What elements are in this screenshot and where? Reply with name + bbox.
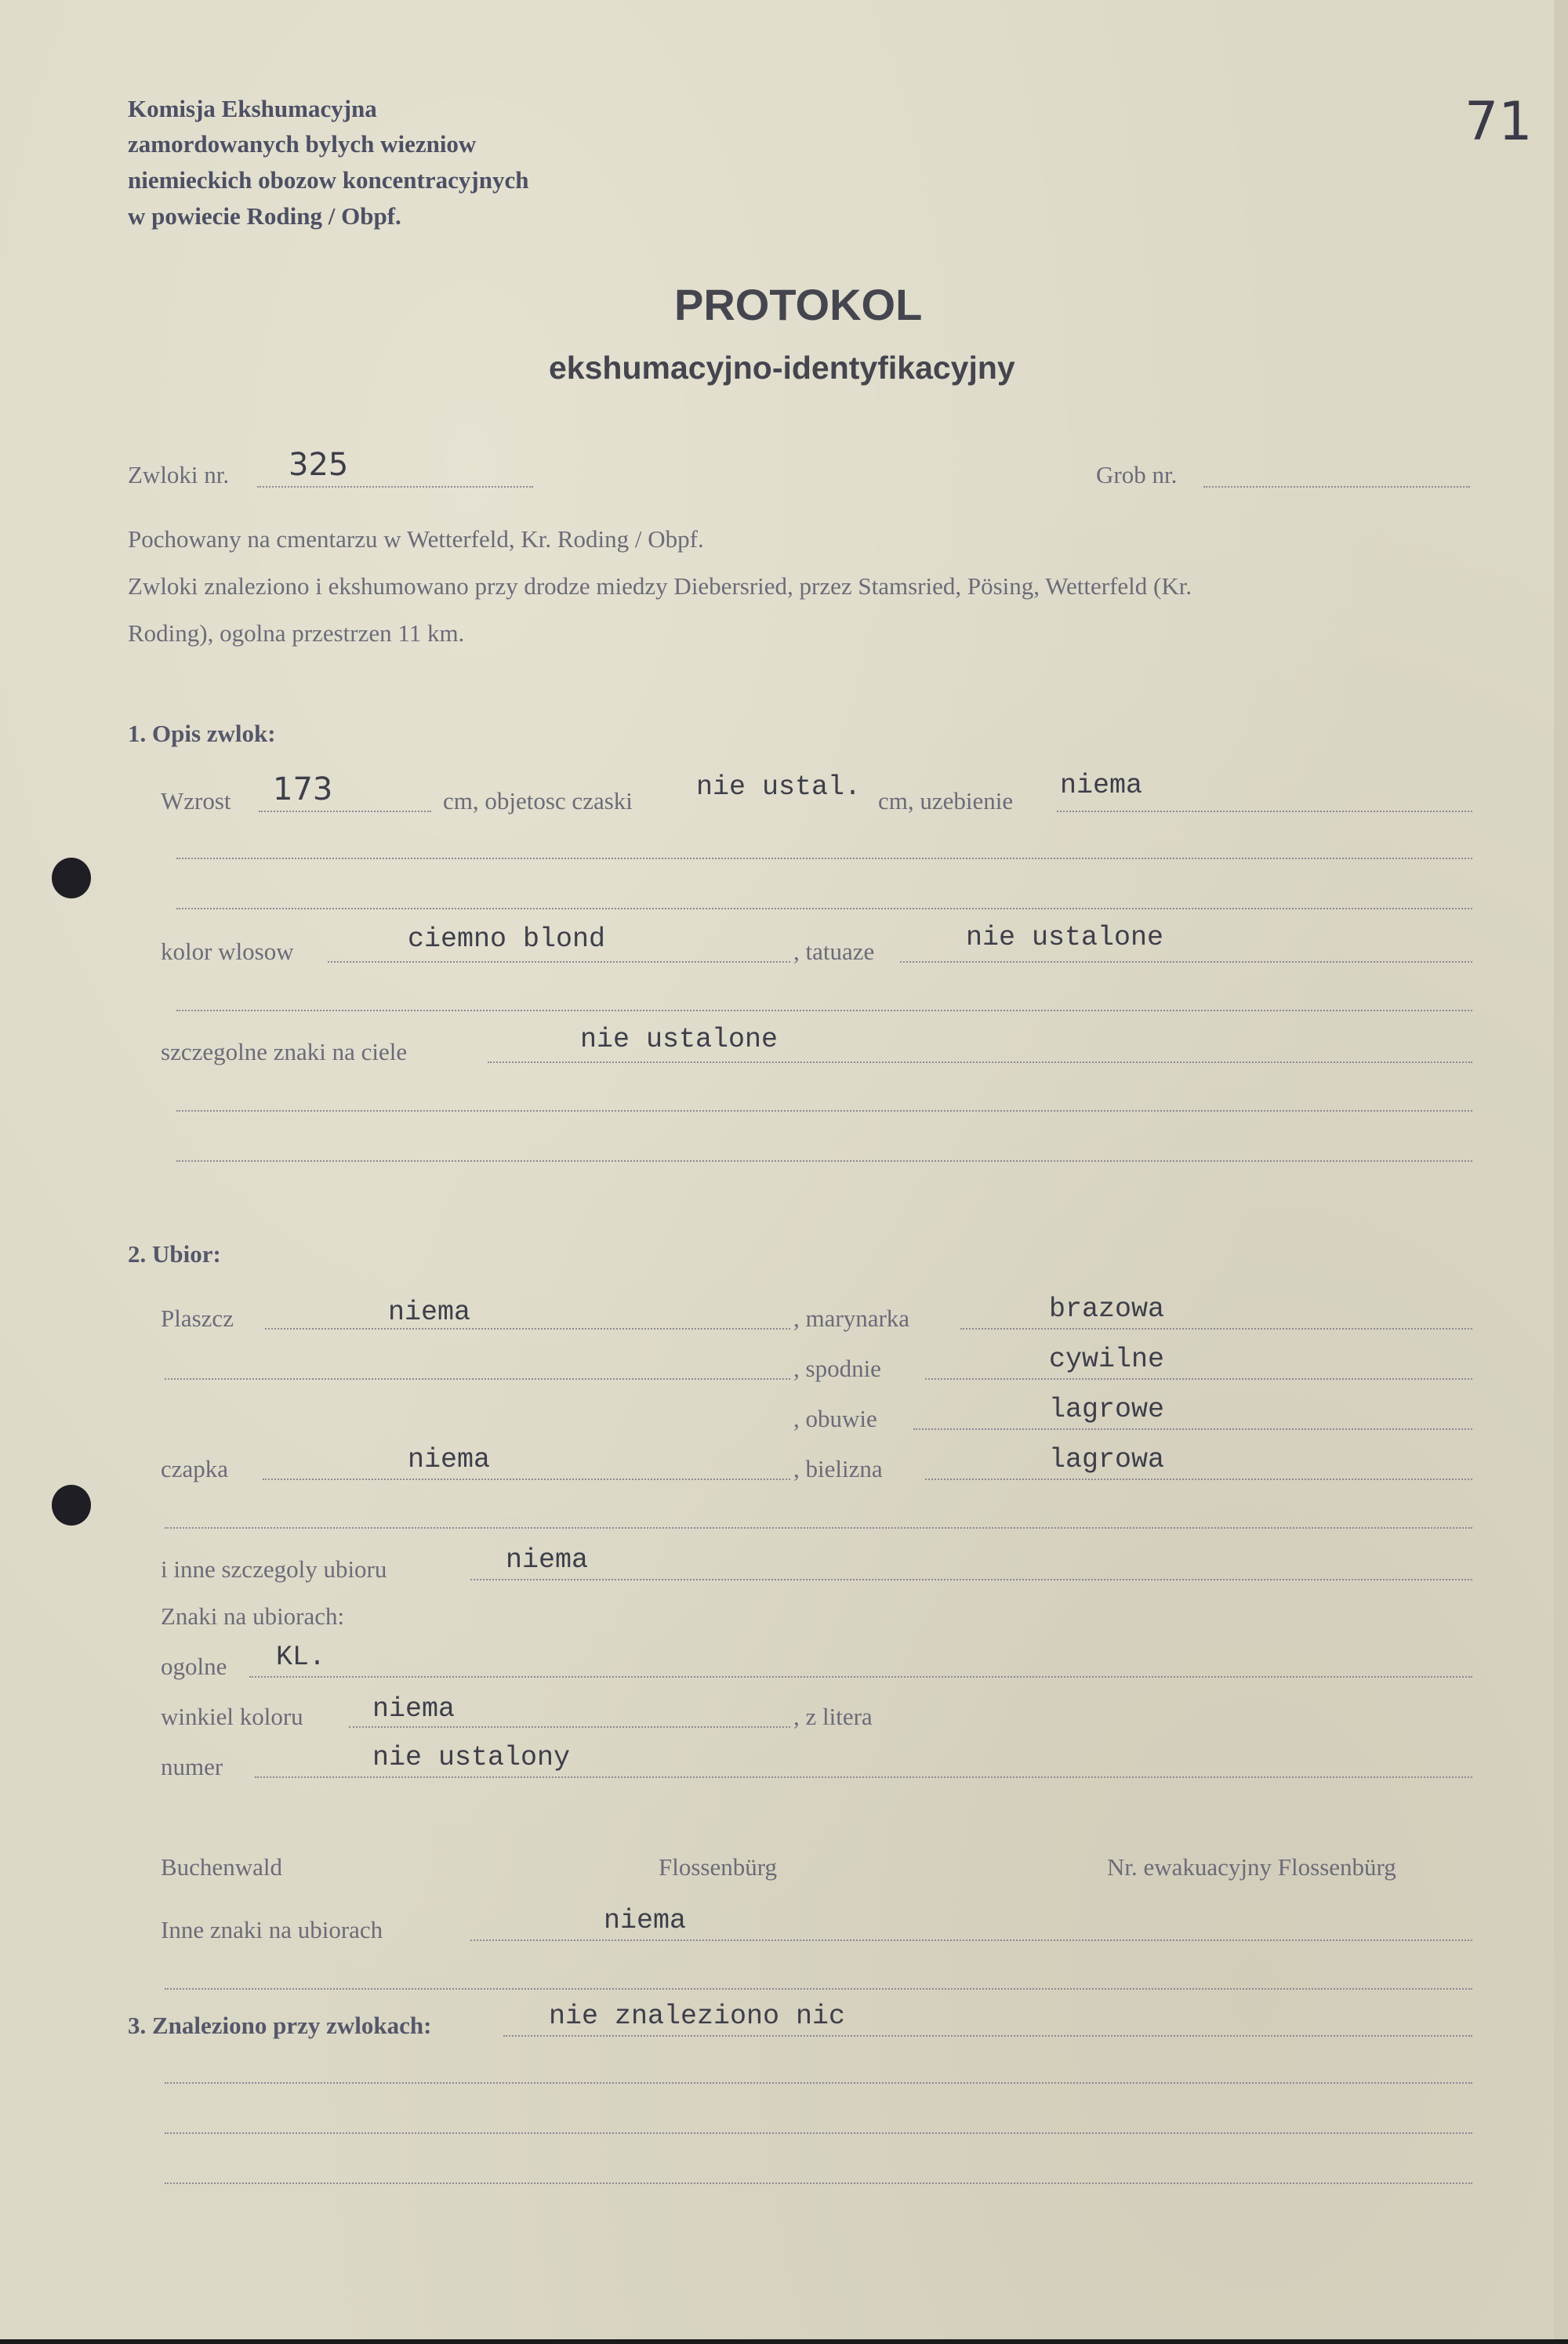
kolor-extra-line (176, 1010, 1472, 1011)
ogolne-value: KL. (276, 1642, 326, 1673)
page-number: 71 (1465, 91, 1533, 153)
tatuaze-label: , tatuaze (793, 938, 875, 965)
kolor-wlosow-label: kolor wlosow (161, 938, 294, 965)
marynarka-label: , marynarka (793, 1304, 910, 1332)
obuwie-field-line (913, 1428, 1472, 1430)
cm-objetosc-label: cm, objetosc czaski (443, 787, 633, 815)
ubior-extra-line (165, 1527, 1472, 1529)
zwloki-field-line (257, 486, 533, 488)
ogolne-field-line (249, 1676, 1472, 1678)
wzrost-label: Wzrost (161, 787, 231, 815)
inne-znaki-value: niema (604, 1905, 687, 1936)
section3-field-line (503, 2035, 1472, 2037)
ogolne-label: ogolne (161, 1653, 227, 1680)
org-line-4: w powiecie Roding / Obpf. (128, 202, 401, 230)
spodnie-left-line (165, 1378, 790, 1380)
section3-extra-line-1 (165, 2082, 1472, 2084)
winkiel-field-line (349, 1726, 790, 1728)
grob-label: Grob nr. (1096, 461, 1178, 488)
kolor-wlosow-value: ciemno blond (408, 923, 606, 955)
punch-hole-top (52, 858, 91, 898)
org-line-3: niemieckich obozow koncentracyjnych (128, 166, 529, 194)
obuwie-value: lagrowe (1049, 1394, 1165, 1425)
czapka-field-line (263, 1479, 790, 1480)
pochowany-text: Pochowany na cmentarzu w Wetterfeld, Kr. Roding / Obpf. (128, 525, 704, 553)
opis-extra-line-2 (176, 908, 1472, 909)
wzrost-value: 173 (273, 771, 333, 807)
section2-heading: 2. Ubior: (128, 1240, 221, 1268)
grob-field-line (1203, 486, 1470, 488)
inne-znaki-label: Inne znaki na ubiorach (161, 1916, 383, 1943)
znaki-na-ciele-value: nie ustalone (580, 1024, 779, 1055)
tatuaze-value: nie ustalone (966, 922, 1164, 953)
tatuaze-field-line (900, 961, 1472, 963)
czapka-value: niema (408, 1444, 491, 1475)
zwloki-value: 325 (289, 447, 349, 483)
inne-szczegoly-label: i inne szczegoly ubioru (161, 1555, 387, 1583)
znaki-extra-line-1 (176, 1110, 1472, 1112)
uzebienie-field-line (1057, 811, 1472, 812)
uzebienie-value: niema (1060, 770, 1143, 801)
ewakuacyjny-label: Nr. ewakuacyjny Flossenbürg (1107, 1853, 1396, 1881)
plaszcz-field-line (265, 1328, 790, 1330)
opis-extra-line-1 (176, 858, 1472, 859)
znaleziono-text-line1: Zwloki znaleziono i ekshumowano przy drodze miedzy Diebersried, przez Stamsried, Pösing, Wetterfeld (Kr. (128, 572, 1192, 600)
winkiel-label: winkiel koloru (161, 1703, 303, 1730)
bielizna-label: , bielizna (793, 1455, 883, 1482)
spodnie-label: , spodnie (793, 1355, 881, 1382)
winkiel-value: niema (372, 1693, 456, 1725)
page-edge (1554, 0, 1568, 2344)
obuwie-label: , obuwie (793, 1405, 877, 1432)
znaki-na-ubiorach-label: Znaki na ubiorach: (161, 1602, 345, 1630)
section3-extra-line-3 (165, 2183, 1472, 2184)
inne-szczegoly-value: niema (506, 1544, 589, 1576)
plaszcz-value: niema (388, 1297, 471, 1328)
document-subtitle: ekshumacyjno-identyfikacyjny (549, 350, 1015, 386)
znaki-extra-line-2 (176, 1160, 1472, 1162)
znaki-ciele-field-line (488, 1061, 1472, 1063)
numer-field-line (255, 1776, 1472, 1778)
section3-heading: 3. Znaleziono przy zwlokach: (128, 2012, 432, 2039)
kolor-field-line (328, 961, 790, 963)
czapka-label: czapka (161, 1455, 229, 1482)
uzebienie-label: cm, uzebienie (878, 787, 1014, 815)
znaleziono-text-line2: Roding), ogolna przestrzen 11 km. (128, 619, 465, 647)
buchenwald-label: Buchenwald (161, 1853, 282, 1881)
numer-label: numer (161, 1753, 223, 1780)
marynarka-value: brazowa (1049, 1294, 1165, 1325)
inne-znaki-field-line (470, 1939, 1472, 1941)
page-bottom-edge (0, 2339, 1568, 2344)
spodnie-value: cywilne (1049, 1344, 1165, 1375)
z-litera-label: , z litera (793, 1703, 873, 1730)
inne-znaki-extra-line (165, 1988, 1472, 1990)
section3-extra-line-2 (165, 2132, 1472, 2134)
punch-hole-bottom (52, 1485, 91, 1526)
marynarka-field-line (960, 1328, 1472, 1330)
czaszka-value: nie ustal. (696, 771, 862, 803)
numer-value: nie ustalony (372, 1742, 571, 1773)
wzrost-field-line (259, 811, 431, 812)
org-line-2: zamordowanych bylych wiezniow (128, 130, 477, 158)
bielizna-value: lagrowa (1049, 1444, 1165, 1475)
inne-szczegoly-field-line (470, 1579, 1472, 1580)
bielizna-field-line (925, 1479, 1472, 1480)
section3-value: nie znaleziono nic (549, 2001, 846, 2032)
spodnie-field-line (925, 1378, 1472, 1380)
zwloki-label: Zwloki nr. (128, 461, 230, 488)
plaszcz-label: Plaszcz (161, 1304, 234, 1332)
znaki-na-ciele-label: szczegolne znaki na ciele (161, 1038, 408, 1065)
document-title: PROTOKOL (674, 280, 923, 329)
section1-heading: 1. Opis zwlok: (128, 720, 276, 747)
org-line-1: Komisja Ekshumacyjna (128, 95, 377, 122)
flossenburg-label: Flossenbürg (659, 1853, 778, 1881)
